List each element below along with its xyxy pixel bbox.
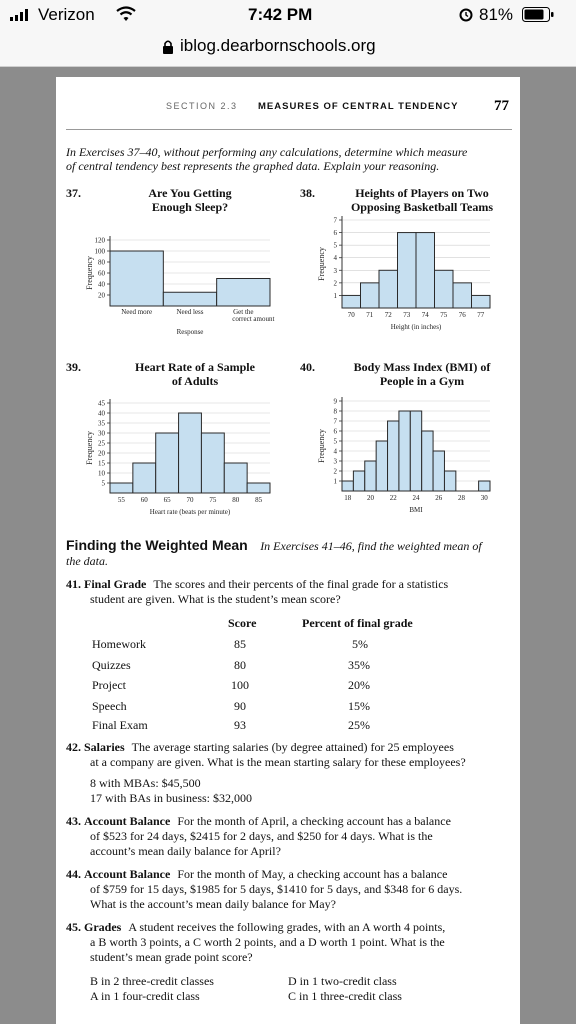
x-tick-label: 73	[403, 311, 411, 319]
bar	[410, 411, 421, 491]
y-tick-label: 30	[98, 429, 105, 438]
x-tick-label: 65	[163, 496, 171, 504]
bar	[110, 483, 133, 493]
y-tick-label: 35	[98, 419, 105, 428]
row-label: Final Exam	[92, 718, 148, 732]
exercise-43-number: 43.	[66, 814, 81, 828]
exercise-43-title: Account Balance	[84, 814, 171, 828]
row-label: Speech	[92, 699, 127, 713]
x-tick-label: correct amount	[232, 315, 275, 323]
exercise-43-text-3: account’s mean daily balance for April?	[90, 844, 281, 858]
row-percent: 35%	[348, 658, 370, 672]
exercise-38-title	[337, 186, 507, 214]
x-tick-label: 28	[458, 494, 466, 502]
x-axis-label: BMI	[409, 506, 423, 514]
exercise-45-grade-2: A in 1 four-credit class	[90, 989, 200, 1003]
exercise-41-text-2: student are given. What is the student’s mean score?	[90, 592, 341, 606]
y-axis-label: Frequency	[317, 429, 326, 463]
y-tick-label: 25	[98, 439, 105, 448]
exercise-41-number: 41.	[66, 577, 81, 591]
x-tick-label: 70	[347, 311, 355, 319]
chart-heights	[316, 214, 502, 350]
row-score: 90	[234, 699, 246, 713]
x-tick-label: 71	[366, 311, 374, 319]
x-axis-label: Response	[176, 328, 204, 336]
bar	[479, 481, 490, 491]
bar	[224, 463, 247, 493]
exercise-42-number: 42.	[66, 740, 81, 754]
bar	[435, 270, 454, 308]
bar	[156, 433, 179, 493]
wifi-icon	[116, 6, 136, 22]
bar	[444, 471, 455, 491]
row-label: Homework	[92, 637, 146, 651]
exercise-38-number: 38.	[300, 186, 315, 200]
clock-time: 7:42 PM	[248, 5, 313, 24]
row-label: Quizzes	[92, 658, 131, 672]
x-tick-label: 76	[458, 311, 466, 319]
intro-line-2: of central tendency best represents the graphed data. Explain your reasoning.	[66, 159, 440, 173]
y-tick-label: 6	[333, 229, 337, 238]
exercise-45-text-3: student’s mean grade point score?	[90, 950, 253, 964]
exercise-45-number: 45.	[66, 920, 81, 934]
exercise-45-text-1: A student receives the following grades, with an A worth 4 points,	[128, 920, 446, 934]
y-tick-label: 1	[333, 291, 337, 300]
row-label: Project	[92, 678, 126, 692]
weighted-heading-text: Finding the Weighted Mean	[66, 537, 248, 553]
row-score: 80	[234, 658, 246, 672]
y-tick-label: 60	[98, 269, 105, 278]
weighted-mean-heading	[66, 537, 482, 555]
exercise-42-text-1: The average starting salaries (by degree attained) for 25 employees	[131, 740, 454, 754]
bar	[201, 433, 224, 493]
exercise-44-text-3: What is the account’s mean daily balance for May?	[90, 897, 336, 911]
status-bar	[0, 0, 576, 30]
row-percent: 15%	[348, 699, 370, 713]
exercise-38-title-line2: Opposing Basketball Teams	[350, 200, 494, 214]
y-tick-label: 3	[333, 457, 337, 466]
exercise-44-title: Account Balance	[84, 867, 171, 881]
y-tick-label: 6	[333, 427, 337, 436]
exercise-44-number: 44.	[66, 867, 81, 881]
exercise-44-text-1: For the month of May, a checking account has a balance	[177, 867, 448, 881]
bar	[388, 421, 399, 491]
row-score: 85	[234, 637, 246, 651]
chart-heart-rate	[84, 395, 280, 531]
header-divider	[66, 129, 512, 130]
y-tick-label: 7	[333, 417, 337, 426]
x-tick-label: 60	[140, 496, 148, 504]
y-tick-label: 40	[98, 409, 105, 418]
lock-icon	[162, 39, 174, 55]
exercise-45-grade-1: B in 2 three-credit classes	[90, 974, 214, 988]
chart-sleep	[84, 214, 280, 350]
y-tick-label: 1	[333, 477, 337, 486]
y-tick-label: 3	[333, 266, 337, 275]
battery-icon	[522, 7, 554, 23]
exercise-43-text-2: of $523 for 24 days, $2415 for 2 days, and $250 for 4 days. What is the	[90, 829, 433, 843]
exercise-39-title-line2: of Adults	[171, 374, 219, 388]
x-tick-label: Need more	[121, 308, 153, 316]
row-percent: 20%	[348, 678, 370, 692]
intro-line-1: In Exercises 37–40, without performing any calculations, determine which measure	[66, 145, 468, 159]
exercise-40-title	[337, 360, 507, 388]
exercise-43-text-1: For the month of April, a checking account has a balance	[177, 814, 451, 828]
exercise-42-text-2: at a company are given. What is the mean starting salary for these employees?	[90, 755, 466, 769]
section-label: SECTION 2.3	[166, 101, 238, 111]
exercise-42	[66, 740, 454, 754]
row-percent: 25%	[348, 718, 370, 732]
weighted-intro-line-2: the data.	[66, 554, 108, 568]
bar	[217, 279, 270, 307]
exercise-37-title-line2: Enough Sleep?	[151, 200, 229, 214]
y-tick-label: 20	[98, 291, 105, 300]
chapter-title: MEASURES OF CENTRAL TENDENCY	[258, 101, 459, 112]
y-tick-label: 40	[98, 280, 105, 289]
exercise-43	[66, 814, 451, 828]
y-tick-label: 7	[333, 216, 337, 225]
row-score: 93	[234, 718, 246, 732]
y-axis-label: Frequency	[85, 256, 94, 290]
exercise-41	[66, 577, 448, 591]
x-tick-label: 75	[209, 496, 217, 504]
x-tick-label: 74	[421, 311, 429, 319]
bar	[453, 283, 472, 308]
bar	[398, 233, 417, 308]
alarm-icon	[459, 8, 473, 22]
bar	[416, 233, 435, 308]
y-axis-label: Frequency	[317, 247, 326, 281]
row-score: 100	[231, 678, 249, 692]
y-tick-label: 8	[333, 407, 337, 416]
bar	[342, 481, 353, 491]
y-tick-label: 100	[94, 247, 105, 256]
x-tick-label: 85	[255, 496, 263, 504]
exercise-45-title: Grades	[84, 920, 122, 934]
x-tick-label: 72	[384, 311, 392, 319]
y-tick-label: 5	[333, 241, 337, 250]
exercise-41-title: Final Grade	[84, 577, 147, 591]
weighted-intro-text: In Exercises 41–46, find the weighted mean of	[260, 539, 482, 553]
y-tick-label: 20	[98, 449, 105, 458]
exercise-37-title-line1: Are You Getting	[148, 186, 232, 200]
bar	[376, 441, 387, 491]
x-tick-label: 70	[186, 496, 194, 504]
bar	[361, 283, 380, 308]
exercise-45-grade-3: D in 1 two-credit class	[288, 974, 397, 988]
x-tick-label: 80	[232, 496, 240, 504]
exercise-42-item-2: 17 with BAs in business: $32,000	[90, 791, 253, 805]
bar	[247, 483, 270, 493]
x-tick-label: 26	[435, 494, 443, 502]
y-tick-label: 15	[98, 459, 105, 468]
y-tick-label: 80	[98, 258, 105, 267]
exercise-40-number: 40.	[300, 360, 315, 374]
exercise-37-number: 37.	[66, 186, 81, 200]
bar	[399, 411, 410, 491]
x-tick-label: 20	[366, 494, 374, 502]
x-tick-label: 30	[480, 494, 488, 502]
y-tick-label: 10	[98, 469, 105, 478]
bar	[353, 471, 364, 491]
y-tick-label: 5	[101, 479, 105, 488]
exercise-45	[66, 920, 445, 934]
y-tick-label: 120	[94, 236, 105, 245]
x-axis-label: Height (in inches)	[390, 323, 442, 331]
y-tick-label: 2	[333, 467, 337, 476]
address-bar[interactable]	[0, 30, 576, 67]
exercise-37-title	[135, 186, 245, 214]
page-number: 77	[494, 98, 509, 114]
y-tick-label: 4	[333, 254, 337, 263]
chart-bmi	[316, 395, 502, 531]
y-tick-label: 2	[333, 279, 337, 288]
y-tick-label: 5	[333, 437, 337, 446]
y-tick-label: 45	[98, 399, 105, 408]
exercise-45-text-2: a B worth 3 points, a C worth 2 points, and a D worth 1 point. What is the	[90, 935, 445, 949]
bar	[433, 451, 444, 491]
x-tick-label: 75	[440, 311, 448, 319]
x-tick-label: Get the	[233, 308, 254, 316]
x-tick-label: 77	[477, 311, 485, 319]
exercise-44	[66, 867, 447, 881]
x-tick-label: 22	[389, 494, 397, 502]
y-tick-label: 4	[333, 447, 337, 456]
row-percent: 5%	[352, 637, 368, 651]
url-text[interactable]: iblog.dearbornschools.org	[180, 36, 376, 55]
y-tick-label: 9	[333, 397, 337, 406]
score-column-header: Score	[228, 616, 257, 630]
bar	[422, 431, 433, 491]
bar	[379, 270, 398, 308]
exercise-39-title-line1: Heart Rate of a Sample	[135, 360, 255, 374]
carrier-label: Verizon	[38, 5, 95, 24]
signal-icon	[10, 9, 32, 21]
bar	[133, 463, 156, 493]
exercise-39-title	[120, 360, 270, 388]
exercise-39-number: 39.	[66, 360, 81, 374]
battery-percent: 81%	[479, 5, 514, 24]
x-axis-label: Heart rate (beats per minute)	[149, 508, 231, 516]
bar	[110, 251, 163, 306]
exercise-41-text-1: The scores and their percents of the final grade for a statistics	[153, 577, 449, 591]
exercise-40-title-line1: Body Mass Index (BMI) of	[353, 360, 491, 374]
exercise-38-title-line1: Heights of Players on Two	[355, 186, 489, 200]
x-tick-label: 18	[344, 494, 352, 502]
bar	[179, 413, 202, 493]
exercise-44-text-2: of $759 for 15 days, $1985 for 5 days, $1410 for 5 days, and $348 for 6 days.	[90, 882, 463, 896]
exercise-40-title-line2: People in a Gym	[379, 374, 465, 388]
exercise-45-grade-4: C in 1 three-credit class	[288, 989, 402, 1003]
bar	[365, 461, 376, 491]
bar	[342, 295, 361, 308]
exercise-42-item-1: 8 with MBAs: $45,500	[90, 776, 201, 790]
bar	[472, 295, 491, 308]
x-tick-label: 24	[412, 494, 420, 502]
bar	[163, 292, 216, 306]
exercise-42-title: Salaries	[84, 740, 125, 754]
x-tick-label: Need less	[176, 308, 204, 316]
x-tick-label: 55	[117, 496, 125, 504]
y-axis-label: Frequency	[85, 431, 94, 465]
percent-column-header: Percent of final grade	[302, 616, 413, 630]
